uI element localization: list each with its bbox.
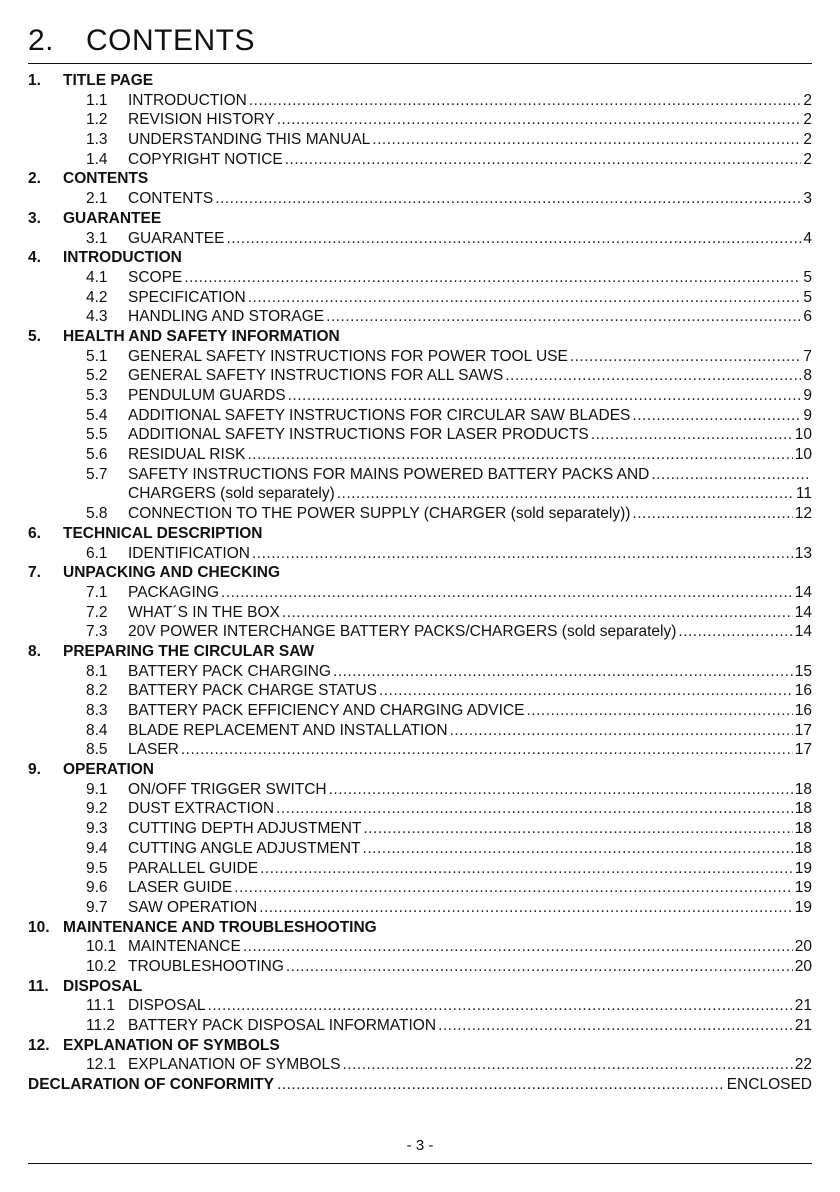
toc-entry[interactable] (28, 92, 812, 112)
dot-leader (286, 958, 793, 976)
entry-title: BATTERY PACK DISPOSAL INFORMATION (128, 1017, 437, 1034)
entry-page: 17 (794, 741, 812, 759)
dot-leader (181, 741, 793, 759)
entry-title: LASER GUIDE (128, 879, 233, 897)
section-number: 10. (28, 918, 50, 936)
entry-title: SAW OPERATION (128, 898, 258, 916)
dot-leader (379, 682, 793, 700)
dot-leader (678, 623, 792, 641)
entry-number: 7.2 (86, 603, 108, 621)
toc-section-heading[interactable] (28, 919, 812, 939)
entry-title: INTRODUCTION (128, 91, 247, 109)
section-title: CONTENTS (63, 170, 149, 188)
entry-number: 8.4 (86, 721, 108, 739)
toc-entry[interactable] (28, 387, 812, 407)
toc-entry[interactable] (28, 879, 812, 899)
entry-page: 10 (794, 446, 812, 464)
dot-leader (288, 387, 802, 405)
toc-entry[interactable] (28, 269, 812, 289)
dot-leader (526, 702, 792, 720)
section-number: 2. (28, 170, 41, 188)
dot-leader (342, 1056, 792, 1074)
toc-entry[interactable] (28, 623, 812, 643)
entry-number: 4.2 (86, 288, 108, 306)
section-number: 5. (28, 327, 41, 345)
entry-page: 3 (803, 190, 812, 208)
entry-title: CONTENTS (128, 190, 214, 208)
section-title: MAINTENANCE AND TROUBLESHOOTING (63, 918, 377, 936)
toc-entry[interactable] (28, 190, 812, 210)
toc-section-heading[interactable] (28, 210, 812, 230)
entry-page: 15 (794, 662, 812, 680)
entry-page: 19 (794, 859, 812, 877)
dot-leader (505, 367, 801, 385)
entry-page: 22 (794, 1056, 812, 1074)
toc-section-heading[interactable] (28, 1037, 812, 1057)
dot-leader (243, 938, 793, 956)
entry-title: RESIDUAL RISK (128, 446, 246, 464)
entry-title: GENERAL SAFETY INSTRUCTIONS FOR ALL SAWS (128, 367, 504, 385)
entry-page: 20 (794, 938, 812, 956)
dot-leader (632, 505, 792, 523)
toc-entry[interactable] (28, 938, 812, 958)
table-of-contents (28, 72, 812, 1097)
toc-entry[interactable] (28, 1017, 812, 1037)
page-title-text: CONTENTS (86, 24, 255, 57)
toc-declaration-entry[interactable] (28, 1076, 812, 1097)
entry-page: 7 (803, 347, 812, 365)
entry-page: 4 (803, 229, 812, 247)
entry-title: BATTERY PACK CHARGE STATUS (128, 682, 377, 700)
toc-entry[interactable] (28, 289, 812, 309)
entry-title: LASER (128, 741, 179, 759)
toc-entry[interactable] (28, 131, 812, 151)
toc-entry[interactable] (28, 545, 812, 565)
entry-page: 17 (794, 721, 812, 739)
section-title: GUARANTEE (63, 209, 162, 227)
entry-number: 9.2 (86, 800, 108, 818)
toc-entry[interactable] (28, 958, 812, 978)
dot-leader (208, 997, 793, 1015)
entry-number: 9.6 (86, 879, 108, 897)
declaration-page: ENCLOSED (726, 1076, 812, 1094)
entry-page: 18 (794, 820, 812, 838)
toc-entry[interactable] (28, 741, 812, 761)
entry-page: 20 (794, 957, 812, 975)
toc-entry[interactable] (28, 407, 812, 427)
entry-page: 5 (803, 268, 812, 286)
entry-title-continued: CHARGERS (sold separately) (128, 485, 335, 503)
entry-page: 14 (794, 623, 812, 641)
entry-title: PARALLEL GUIDE (128, 859, 259, 877)
entry-number: 9.4 (86, 839, 108, 857)
dot-leader (450, 722, 793, 740)
entry-title: SAFETY INSTRUCTIONS FOR MAINS POWERED BATTERY PACKS AND (128, 465, 650, 483)
entry-title: COPYRIGHT NOTICE (128, 150, 283, 168)
entry-page: 14 (794, 583, 812, 601)
entry-number: 11.2 (86, 1017, 116, 1034)
entry-title: WHAT´S IN THE BOX (128, 603, 280, 621)
entry-page: 2 (803, 91, 812, 109)
entry-page: 2 (803, 131, 812, 149)
entry-page: 13 (794, 544, 812, 562)
section-number: 3. (28, 209, 41, 227)
toc-section-heading[interactable] (28, 761, 812, 781)
toc-entry[interactable] (28, 505, 812, 525)
entry-number: 6.1 (86, 544, 108, 562)
declaration-title: DECLARATION OF CONFORMITY (28, 1076, 274, 1094)
entry-page: 21 (794, 997, 812, 1015)
entry-page: 19 (794, 898, 812, 916)
entry-title: ADDITIONAL SAFETY INSTRUCTIONS FOR LASER PRODUCTS (128, 426, 589, 444)
entry-page: 21 (794, 1017, 812, 1034)
section-number: 8. (28, 642, 41, 660)
entry-title: GENERAL SAFETY INSTRUCTIONS FOR POWER TOOL USE (128, 347, 568, 365)
entry-title: PACKAGING (128, 583, 220, 601)
toc-entry[interactable] (28, 781, 812, 801)
toc-section-heading[interactable] (28, 249, 812, 269)
page-title-number: 2. (28, 24, 55, 57)
entry-number: 4.3 (86, 308, 108, 326)
dot-leader (277, 1076, 724, 1094)
dot-leader (363, 840, 793, 858)
dot-leader (326, 308, 801, 326)
toc-entry[interactable] (28, 820, 812, 840)
dot-leader (333, 663, 793, 681)
entry-title: CUTTING DEPTH ADJUSTMENT (128, 820, 362, 838)
toc-entry-continuation[interactable] (28, 485, 812, 505)
entry-title: BLADE REPLACEMENT AND INSTALLATION (128, 721, 448, 739)
toc-entry[interactable] (28, 800, 812, 820)
toc-entry[interactable] (28, 111, 812, 131)
dot-leader (363, 820, 792, 838)
entry-number: 10.1 (86, 938, 117, 956)
entry-title: BATTERY PACK EFFICIENCY AND CHARGING ADVICE (128, 702, 525, 719)
entry-number: 3.1 (86, 229, 108, 247)
section-title: PREPARING THE CIRCULAR SAW (63, 642, 315, 660)
entry-title: TROUBLESHOOTING (128, 957, 284, 975)
entry-page: 19 (794, 879, 812, 897)
entry-title: BATTERY PACK CHARGING (128, 662, 331, 680)
dot-leader (276, 800, 793, 818)
entry-number: 1.3 (86, 131, 108, 149)
toc-entry[interactable] (28, 426, 812, 446)
entry-page: 2 (803, 150, 812, 168)
entry-page: 2 (803, 111, 812, 129)
entry-title: PENDULUM GUARDS (128, 387, 286, 404)
section-number: 4. (28, 249, 41, 267)
section-title: DISPOSAL (63, 977, 143, 995)
section-number: 1. (28, 72, 41, 89)
entry-title: ADDITIONAL SAFETY INSTRUCTIONS FOR CIRCULAR SAW BLADES (128, 406, 631, 424)
toc-entry[interactable] (28, 604, 812, 624)
toc-section-heading[interactable] (28, 72, 812, 92)
entry-number: 5.6 (86, 446, 108, 464)
dot-leader (438, 1017, 793, 1035)
entry-number: 7.1 (86, 583, 108, 601)
entry-page: 12 (794, 505, 812, 523)
toc-entry[interactable] (28, 997, 812, 1017)
toc-entry[interactable] (28, 446, 812, 466)
entry-title: SCOPE (128, 268, 183, 286)
entry-number: 8.2 (86, 682, 108, 700)
entry-number: 4.1 (86, 268, 108, 286)
toc-entry[interactable] (28, 663, 812, 683)
dot-leader (247, 446, 792, 464)
dot-leader (285, 151, 802, 169)
entry-number: 5.1 (86, 347, 108, 365)
entry-title: EXPLANATION OF SYMBOLS (128, 1056, 341, 1074)
entry-number: 7.3 (86, 623, 108, 641)
section-number: 12. (28, 1036, 50, 1054)
section-title: INTRODUCTION (63, 249, 182, 267)
toc-entry[interactable] (28, 860, 812, 880)
dot-leader (372, 131, 801, 149)
dot-leader (221, 584, 793, 602)
entry-page: 10 (794, 426, 812, 444)
bottom-divider (28, 1163, 812, 1164)
section-title: TECHNICAL DESCRIPTION (63, 524, 263, 542)
section-number: 11. (28, 977, 49, 995)
toc-entry[interactable] (28, 722, 812, 742)
entry-number: 9.5 (86, 859, 108, 877)
entry-number: 1.4 (86, 150, 108, 168)
dot-leader (234, 879, 793, 897)
entry-number: 10.2 (86, 957, 117, 975)
dot-leader (226, 230, 801, 248)
dot-leader (329, 781, 793, 799)
dot-leader (591, 426, 793, 444)
entry-page: 16 (794, 682, 812, 700)
entry-page: 5 (803, 288, 812, 306)
toc-section-heading[interactable] (28, 525, 812, 545)
entry-page: 18 (794, 780, 812, 798)
entry-number: 11.1 (86, 997, 116, 1015)
entry-number: 1.1 (86, 91, 108, 109)
dot-leader (260, 860, 793, 878)
entry-number: 9.3 (86, 820, 108, 838)
entry-page: 6 (803, 308, 812, 326)
entry-page: 8 (803, 367, 812, 385)
toc-entry[interactable] (28, 1056, 812, 1076)
entry-title: 20V POWER INTERCHANGE BATTERY PACKS/CHARGERS (sold separately) (128, 623, 677, 641)
entry-title: CUTTING ANGLE ADJUSTMENT (128, 839, 361, 857)
entry-number: 5.5 (86, 426, 108, 444)
entry-page: 18 (794, 800, 812, 818)
entry-number: 9.1 (86, 780, 108, 798)
dot-leader (651, 466, 810, 484)
toc-entry[interactable] (28, 308, 812, 328)
section-title: HEALTH AND SAFETY INFORMATION (63, 327, 340, 345)
entry-page: 14 (794, 603, 812, 621)
toc-entry[interactable] (28, 151, 812, 171)
section-title: TITLE PAGE (63, 72, 154, 89)
dot-leader (248, 289, 802, 307)
entry-number: 8.5 (86, 741, 108, 759)
toc-entry[interactable] (28, 682, 812, 702)
entry-title: GUARANTEE (128, 229, 225, 247)
entry-title: MAINTENANCE (128, 938, 241, 956)
section-title: EXPLANATION OF SYMBOLS (63, 1036, 280, 1054)
entry-title: UNDERSTANDING THIS MANUAL (128, 131, 371, 149)
dot-leader (215, 190, 801, 208)
dot-leader (337, 485, 794, 503)
entry-number: 8.1 (86, 662, 108, 680)
dot-leader (249, 92, 802, 110)
section-number: 6. (28, 524, 41, 542)
page-title (28, 24, 255, 58)
entry-page: 11 (795, 485, 812, 503)
entry-number: 2.1 (86, 190, 108, 208)
entry-page: 9 (803, 387, 812, 404)
top-divider (28, 63, 812, 64)
section-title: OPERATION (63, 761, 154, 779)
entry-number: 5.2 (86, 367, 108, 385)
dot-leader (184, 269, 801, 287)
toc-section-heading[interactable] (28, 643, 812, 663)
entry-title: DUST EXTRACTION (128, 800, 275, 818)
entry-number: 1.2 (86, 111, 108, 129)
entry-page: 9 (803, 406, 812, 424)
toc-entry[interactable] (28, 840, 812, 860)
entry-number: 12.1 (86, 1056, 117, 1074)
toc-section-heading[interactable] (28, 328, 812, 348)
toc-entry[interactable] (28, 702, 812, 722)
entry-number: 5.8 (86, 505, 108, 523)
entry-number: 5.4 (86, 406, 108, 424)
entry-title: REVISION HISTORY (128, 111, 275, 129)
toc-entry[interactable] (28, 466, 812, 486)
entry-page: 16 (794, 702, 812, 719)
entry-title: ON/OFF TRIGGER SWITCH (128, 780, 327, 798)
toc-entry[interactable] (28, 584, 812, 604)
toc-entry[interactable] (28, 367, 812, 387)
dot-leader (277, 111, 802, 129)
dot-leader (259, 899, 793, 917)
toc-entry[interactable] (28, 230, 812, 250)
toc-section-heading[interactable] (28, 978, 812, 998)
dot-leader (282, 604, 793, 622)
entry-title: IDENTIFICATION (128, 544, 250, 562)
toc-section-heading[interactable] (28, 564, 812, 584)
entry-title: DISPOSAL (128, 997, 206, 1015)
section-number: 9. (28, 761, 41, 779)
section-title: UNPACKING AND CHECKING (63, 564, 280, 582)
dot-leader (632, 407, 801, 425)
section-number: 7. (28, 564, 41, 582)
entry-number: 5.7 (86, 465, 108, 483)
entry-title: HANDLING AND STORAGE (128, 308, 325, 326)
dot-leader (252, 545, 793, 563)
toc-entry[interactable] (28, 899, 812, 919)
entry-number: 5.3 (86, 387, 108, 404)
entry-title: CONNECTION TO THE POWER SUPPLY (CHARGER (sold separately)) (128, 505, 631, 523)
dot-leader (570, 348, 802, 366)
entry-page: 18 (794, 839, 812, 857)
toc-entry[interactable] (28, 348, 812, 368)
page-number: - 3 - (406, 1137, 434, 1154)
entry-title: SPECIFICATION (128, 288, 246, 306)
toc-section-heading[interactable] (28, 170, 812, 190)
entry-number: 8.3 (86, 702, 108, 719)
entry-number: 9.7 (86, 898, 108, 916)
